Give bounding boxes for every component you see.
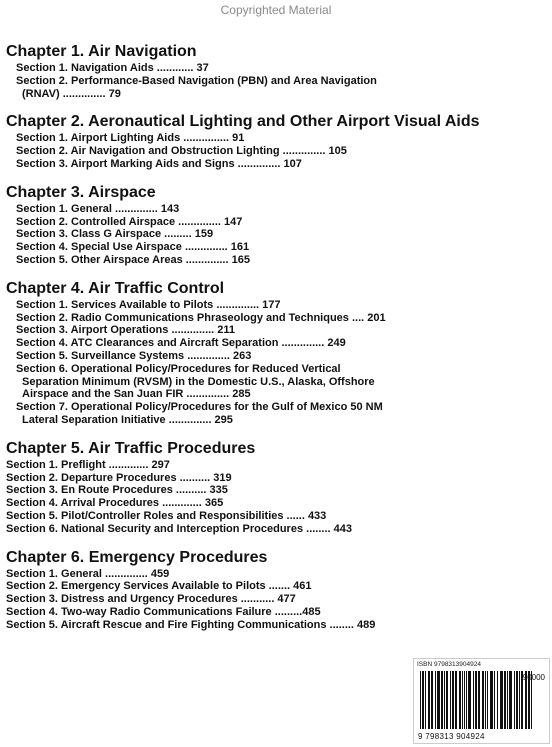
barcode-bar	[422, 671, 423, 729]
barcode-bar	[452, 671, 453, 729]
chapter-title: Chapter 4. Air Traffic Control	[6, 279, 225, 297]
barcode-bar	[429, 671, 430, 729]
section-entry: Section 5. Other Airspace Areas .............. 165	[16, 253, 250, 266]
barcode-bar	[511, 671, 512, 729]
section-entry-continued: Separation Minimum (RVSM) in the Domestic U.S., Alaska, Offshore	[22, 375, 375, 388]
chapter-title: Chapter 6. Emergency Procedures	[6, 548, 268, 566]
barcode-bar	[479, 671, 480, 729]
barcode-bar	[456, 671, 457, 729]
barcode-bar	[501, 671, 502, 729]
barcode-bar	[425, 671, 426, 729]
barcode-bar	[468, 671, 469, 729]
barcode-bar	[491, 671, 492, 729]
barcode-bar	[466, 671, 467, 729]
barcode-bar	[475, 671, 476, 729]
price-code: 90000	[522, 673, 545, 682]
isbn-label: ISBN 9798313904924	[417, 661, 481, 668]
chapter-title: Chapter 3. Airspace	[6, 183, 156, 201]
barcode-bar	[439, 671, 440, 729]
barcode-bar	[428, 671, 429, 729]
section-entry: Section 2. Performance-Based Navigation (PBN) and Area Navigation	[16, 74, 377, 87]
chapter-1	[6, 42, 546, 100]
barcode-bar	[483, 671, 484, 729]
barcode-bar	[476, 671, 477, 729]
barcode-bar	[473, 671, 474, 729]
table-of-contents	[6, 42, 546, 644]
section-entry: Section 3. Class G Airspace ......... 159	[16, 228, 214, 241]
section-entry: Section 2. Departure Procedures .......... 319	[6, 471, 232, 484]
section-entry: Section 1. General .............. 459	[6, 567, 170, 580]
section-entry: Section 3. En Route Procedures .......... 335	[6, 484, 228, 497]
barcode-bar	[470, 671, 471, 729]
chapter-6	[6, 548, 546, 632]
barcode-bar	[490, 671, 491, 729]
section-entry: Section 5. Pilot/Controller Roles and Responsibilities ...... 433	[6, 509, 327, 522]
barcode-bar	[420, 671, 421, 729]
barcode-bar	[455, 671, 456, 729]
section-entry: Section 3. Airport Operations .............. 211	[16, 324, 236, 337]
section-entry: Section 1. Preflight ............. 297	[6, 458, 170, 471]
barcode-bar	[519, 671, 520, 729]
barcode-bar	[441, 671, 442, 729]
barcode-digits: 9 798313 904924	[418, 732, 485, 741]
barcode-bar	[505, 671, 506, 729]
section-entry: Section 1. Airport Lighting Aids ............... 91	[16, 132, 245, 145]
chapter-title: Chapter 5. Air Traffic Procedures	[6, 439, 256, 457]
barcode-bar	[485, 671, 486, 729]
barcode-bar	[507, 671, 508, 729]
barcode-bar	[478, 671, 479, 729]
copyright-watermark: Copyrighted Material	[220, 3, 332, 17]
chapter-4	[6, 279, 546, 427]
section-entry: Section 2. Air Navigation and Obstruction Lighting .............. 105	[16, 145, 347, 158]
barcode-bar	[494, 671, 495, 729]
section-entry: Section 5. Aircraft Rescue and Fire Fighting Communications ........ 489	[6, 618, 376, 631]
barcode-bar	[442, 671, 443, 729]
barcode-bar	[509, 671, 510, 729]
barcode-bar	[423, 671, 424, 729]
section-entry: Section 4. ATC Clearances and Aircraft Separation .............. 249	[16, 337, 346, 350]
barcode-bar	[482, 671, 483, 729]
section-entry: Section 3. Airport Marking Aids and Signs .............. 107	[16, 157, 302, 170]
section-entry-continued: Lateral Separation Initiative .............. 295	[22, 413, 233, 426]
isbn-barcode	[413, 658, 550, 744]
section-entry: Section 1. Navigation Aids ............ 37	[16, 62, 209, 74]
barcode-bar	[492, 671, 493, 729]
barcode-bar	[459, 671, 460, 729]
barcode-bar	[431, 671, 432, 729]
barcode-bar	[432, 671, 433, 729]
section-entry: Section 5. Surveillance Systems .............. 263	[16, 349, 252, 362]
section-entry: Section 7. Operational Policy/Procedures for the Gulf of Mexico 50 NM	[16, 401, 383, 414]
barcode-bar	[444, 671, 445, 729]
barcode-bar	[510, 671, 511, 729]
barcode-bar	[435, 671, 436, 729]
barcode-bar	[460, 671, 461, 729]
barcode-bar	[514, 671, 515, 729]
barcode-bar	[462, 671, 463, 729]
barcode-bar	[487, 671, 488, 729]
section-entry: Section 2. Radio Communications Phraseology and Techniques .... 201	[16, 311, 386, 324]
section-entry: Section 4. Two-way Radio Communications Failure .........485	[6, 605, 321, 618]
barcode-bar	[517, 671, 518, 729]
section-entry: Section 6. National Security and Interception Procedures ........ 443	[6, 522, 352, 535]
barcode-bar	[446, 671, 447, 729]
section-entry-continued: (RNAV) .............. 79	[22, 87, 121, 100]
section-entry: Section 1. General .............. 143	[16, 202, 180, 215]
chapter-2	[6, 112, 546, 170]
barcode-bar	[464, 671, 465, 729]
section-entry: Section 4. Special Use Airspace .............. 161	[16, 241, 250, 254]
section-entry: Section 3. Distress and Urgency Procedures ........... 477	[6, 593, 296, 606]
barcode-bar	[500, 671, 501, 729]
barcode-bar	[438, 671, 439, 729]
chapter-3	[6, 183, 546, 267]
section-entry: Section 6. Operational Policy/Procedures for Reduced Vertical	[16, 362, 341, 375]
chapter-5	[6, 439, 546, 536]
section-entry: Section 1. Services Available to Pilots .............. 177	[16, 298, 281, 311]
barcode-bar	[502, 671, 503, 729]
barcode-bar	[504, 671, 505, 729]
section-entry: Section 2. Emergency Services Available to Pilots ....... 461	[6, 580, 312, 593]
section-entry-continued: Airspace and the San Juan FIR .............. 285	[22, 388, 251, 401]
section-entry: Section 4. Arrival Procedures ............. 365	[6, 497, 224, 510]
barcode-bar	[516, 671, 517, 729]
barcode-bar	[447, 671, 448, 729]
chapter-title: Chapter 2. Aeronautical Lighting and Other Airport Visual Aids	[6, 113, 480, 131]
barcode-bar	[450, 671, 451, 729]
barcode-bar	[469, 671, 470, 729]
barcode-bar	[437, 671, 438, 729]
barcode-bar	[497, 671, 498, 729]
barcode-bar	[453, 671, 454, 729]
chapter-title: Chapter 1. Air Navigation	[6, 43, 197, 60]
barcode-bars	[414, 659, 549, 743]
section-entry: Section 2. Controlled Airspace .............. 147	[16, 215, 243, 228]
